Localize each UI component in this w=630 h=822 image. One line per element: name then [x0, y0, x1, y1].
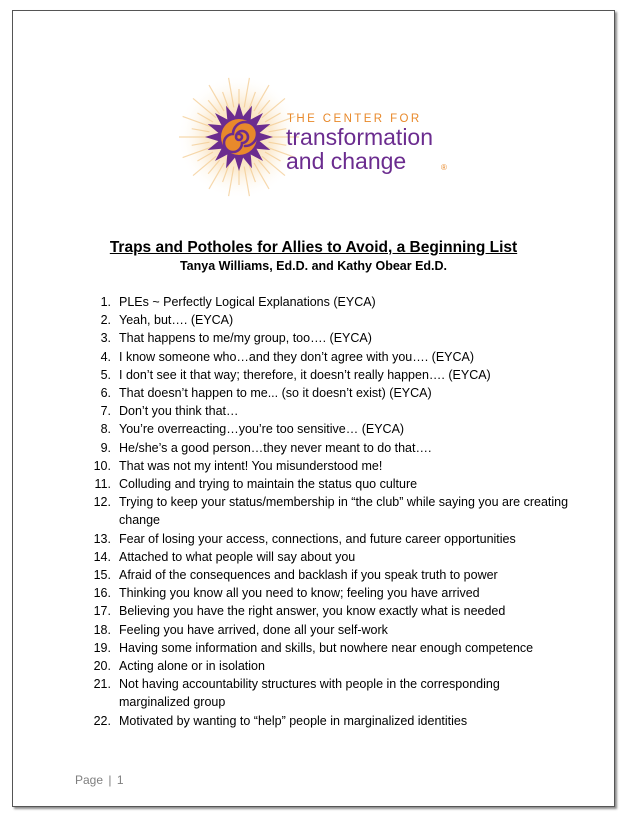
- list-item-text: You’re overreacting…you’re too sensitive… (EYCA): [119, 422, 405, 437]
- list-item-number: 19.: [93, 640, 111, 655]
- list-item-number: 1.: [100, 295, 111, 309]
- document-authors: Tanya Williams, Ed.D. and Kathy Obear Ed.D.: [179, 259, 448, 273]
- list-item: [13, 311, 603, 329]
- list-item: [13, 530, 603, 548]
- logo-line1: THE CENTER FOR: [287, 113, 422, 125]
- list-item-text: Afraid of the consequences and backlash if you speak truth to power: [119, 568, 498, 583]
- logo-registered-mark: ®: [441, 163, 447, 172]
- logo-line3: and change: [286, 148, 407, 174]
- list-item-text: Believing you have the right answer, you know exactly what is needed: [119, 604, 506, 619]
- list-item: [13, 420, 603, 438]
- list-item-text: He/she’s a good person…they never meant to do that….: [119, 440, 432, 455]
- list-item-number: 3.: [100, 331, 111, 346]
- list-item-number: 10.: [93, 458, 111, 473]
- document-page: [12, 10, 615, 807]
- list-item: [13, 566, 603, 584]
- list-item-text: Acting alone or in isolation: [119, 659, 265, 674]
- list-item-number: 11.: [94, 477, 111, 492]
- document-title: Traps and Potholes for Allies to Avoid, a Beginning List: [109, 239, 518, 256]
- list-item-number: 15.: [93, 568, 111, 583]
- list-item-text: That was not my intent! You misunderstood me!: [119, 458, 383, 473]
- list-item-number: 2.: [100, 313, 111, 328]
- list-item: [13, 657, 603, 675]
- list-item: [13, 475, 603, 493]
- list-item-text: Having some information and skills, but nowhere near enough competence: [119, 640, 534, 655]
- list-item-text: I don’t see it that way; therefore, it doesn’t really happen…. (EYCA): [119, 367, 491, 382]
- list-item-text: Don’t you think that…: [119, 404, 239, 419]
- list-item-number: 14.: [93, 549, 111, 564]
- list-item: [13, 439, 603, 457]
- list-item-text: PLEs ~ Perfectly Logical Explanations (EYCA): [119, 295, 376, 309]
- organization-logo: [173, 75, 463, 210]
- list-item-number: 21.: [93, 677, 111, 692]
- list-item-number: 12.: [93, 495, 111, 510]
- list-item: [13, 584, 603, 602]
- list-item: [13, 712, 603, 730]
- list-item-number: 20.: [93, 659, 111, 674]
- list-item-text: That doesn’t happen to me... (so it doesn’t exist) (EYCA): [119, 386, 432, 401]
- list-item-text: Trying to keep your status/membership in “the club” while saying you are creating change: [119, 495, 569, 528]
- list-item-number: 17.: [93, 604, 111, 619]
- list-item: [13, 675, 603, 711]
- page-separator: |: [108, 773, 112, 787]
- list-item-text: Not having accountability structures with people in the corresponding marginalized group: [119, 677, 500, 710]
- list-item-number: 7.: [100, 404, 111, 419]
- list-item: [13, 639, 603, 657]
- list-item: [13, 329, 603, 347]
- list-item: [13, 493, 603, 529]
- page-number: 1: [116, 773, 124, 787]
- list-item-number: 13.: [93, 531, 111, 546]
- list-item-number: 9.: [100, 440, 111, 455]
- list-item-number: 18.: [93, 622, 111, 637]
- list-item-text: Fear of losing your access, connections, and future career opportunities: [119, 531, 516, 546]
- list-item-text: Feeling you have arrived, done all your self-work: [119, 622, 388, 637]
- list-item-text: Thinking you know all you need to know; feeling you have arrived: [119, 586, 480, 601]
- list-item-number: 6.: [100, 386, 111, 401]
- list-item-text: Attached to what people will say about you: [119, 549, 356, 564]
- page-label: Page: [75, 773, 104, 787]
- list-item: [13, 293, 603, 311]
- list-item-text: Colluding and trying to maintain the status quo culture: [119, 477, 418, 492]
- logo-line2: transformation: [286, 124, 434, 150]
- list-item-number: 16.: [93, 586, 111, 601]
- list-item: [13, 457, 603, 475]
- list-item-number: 8.: [100, 422, 111, 437]
- page-footer: [75, 773, 124, 787]
- list-item: [13, 548, 603, 566]
- traps-list: [13, 293, 603, 730]
- list-item: [13, 402, 603, 420]
- list-item-text: That happens to me/my group, too…. (EYCA): [119, 331, 372, 346]
- list-item: [13, 621, 603, 639]
- list-item-text: I know someone who…and they don’t agree with you…. (EYCA): [119, 349, 475, 364]
- sun-icon: [177, 75, 301, 199]
- list-item: [13, 384, 603, 402]
- list-item-number: 4.: [100, 349, 111, 364]
- list-item-number: 5.: [100, 367, 111, 382]
- list-item-number: 22.: [93, 713, 111, 728]
- list-item: [13, 348, 603, 366]
- list-item-text: Yeah, but…. (EYCA): [119, 313, 234, 328]
- list-item: [13, 366, 603, 384]
- list-item-text: Motivated by wanting to “help” people in marginalized identities: [119, 713, 468, 728]
- list-item: [13, 602, 603, 620]
